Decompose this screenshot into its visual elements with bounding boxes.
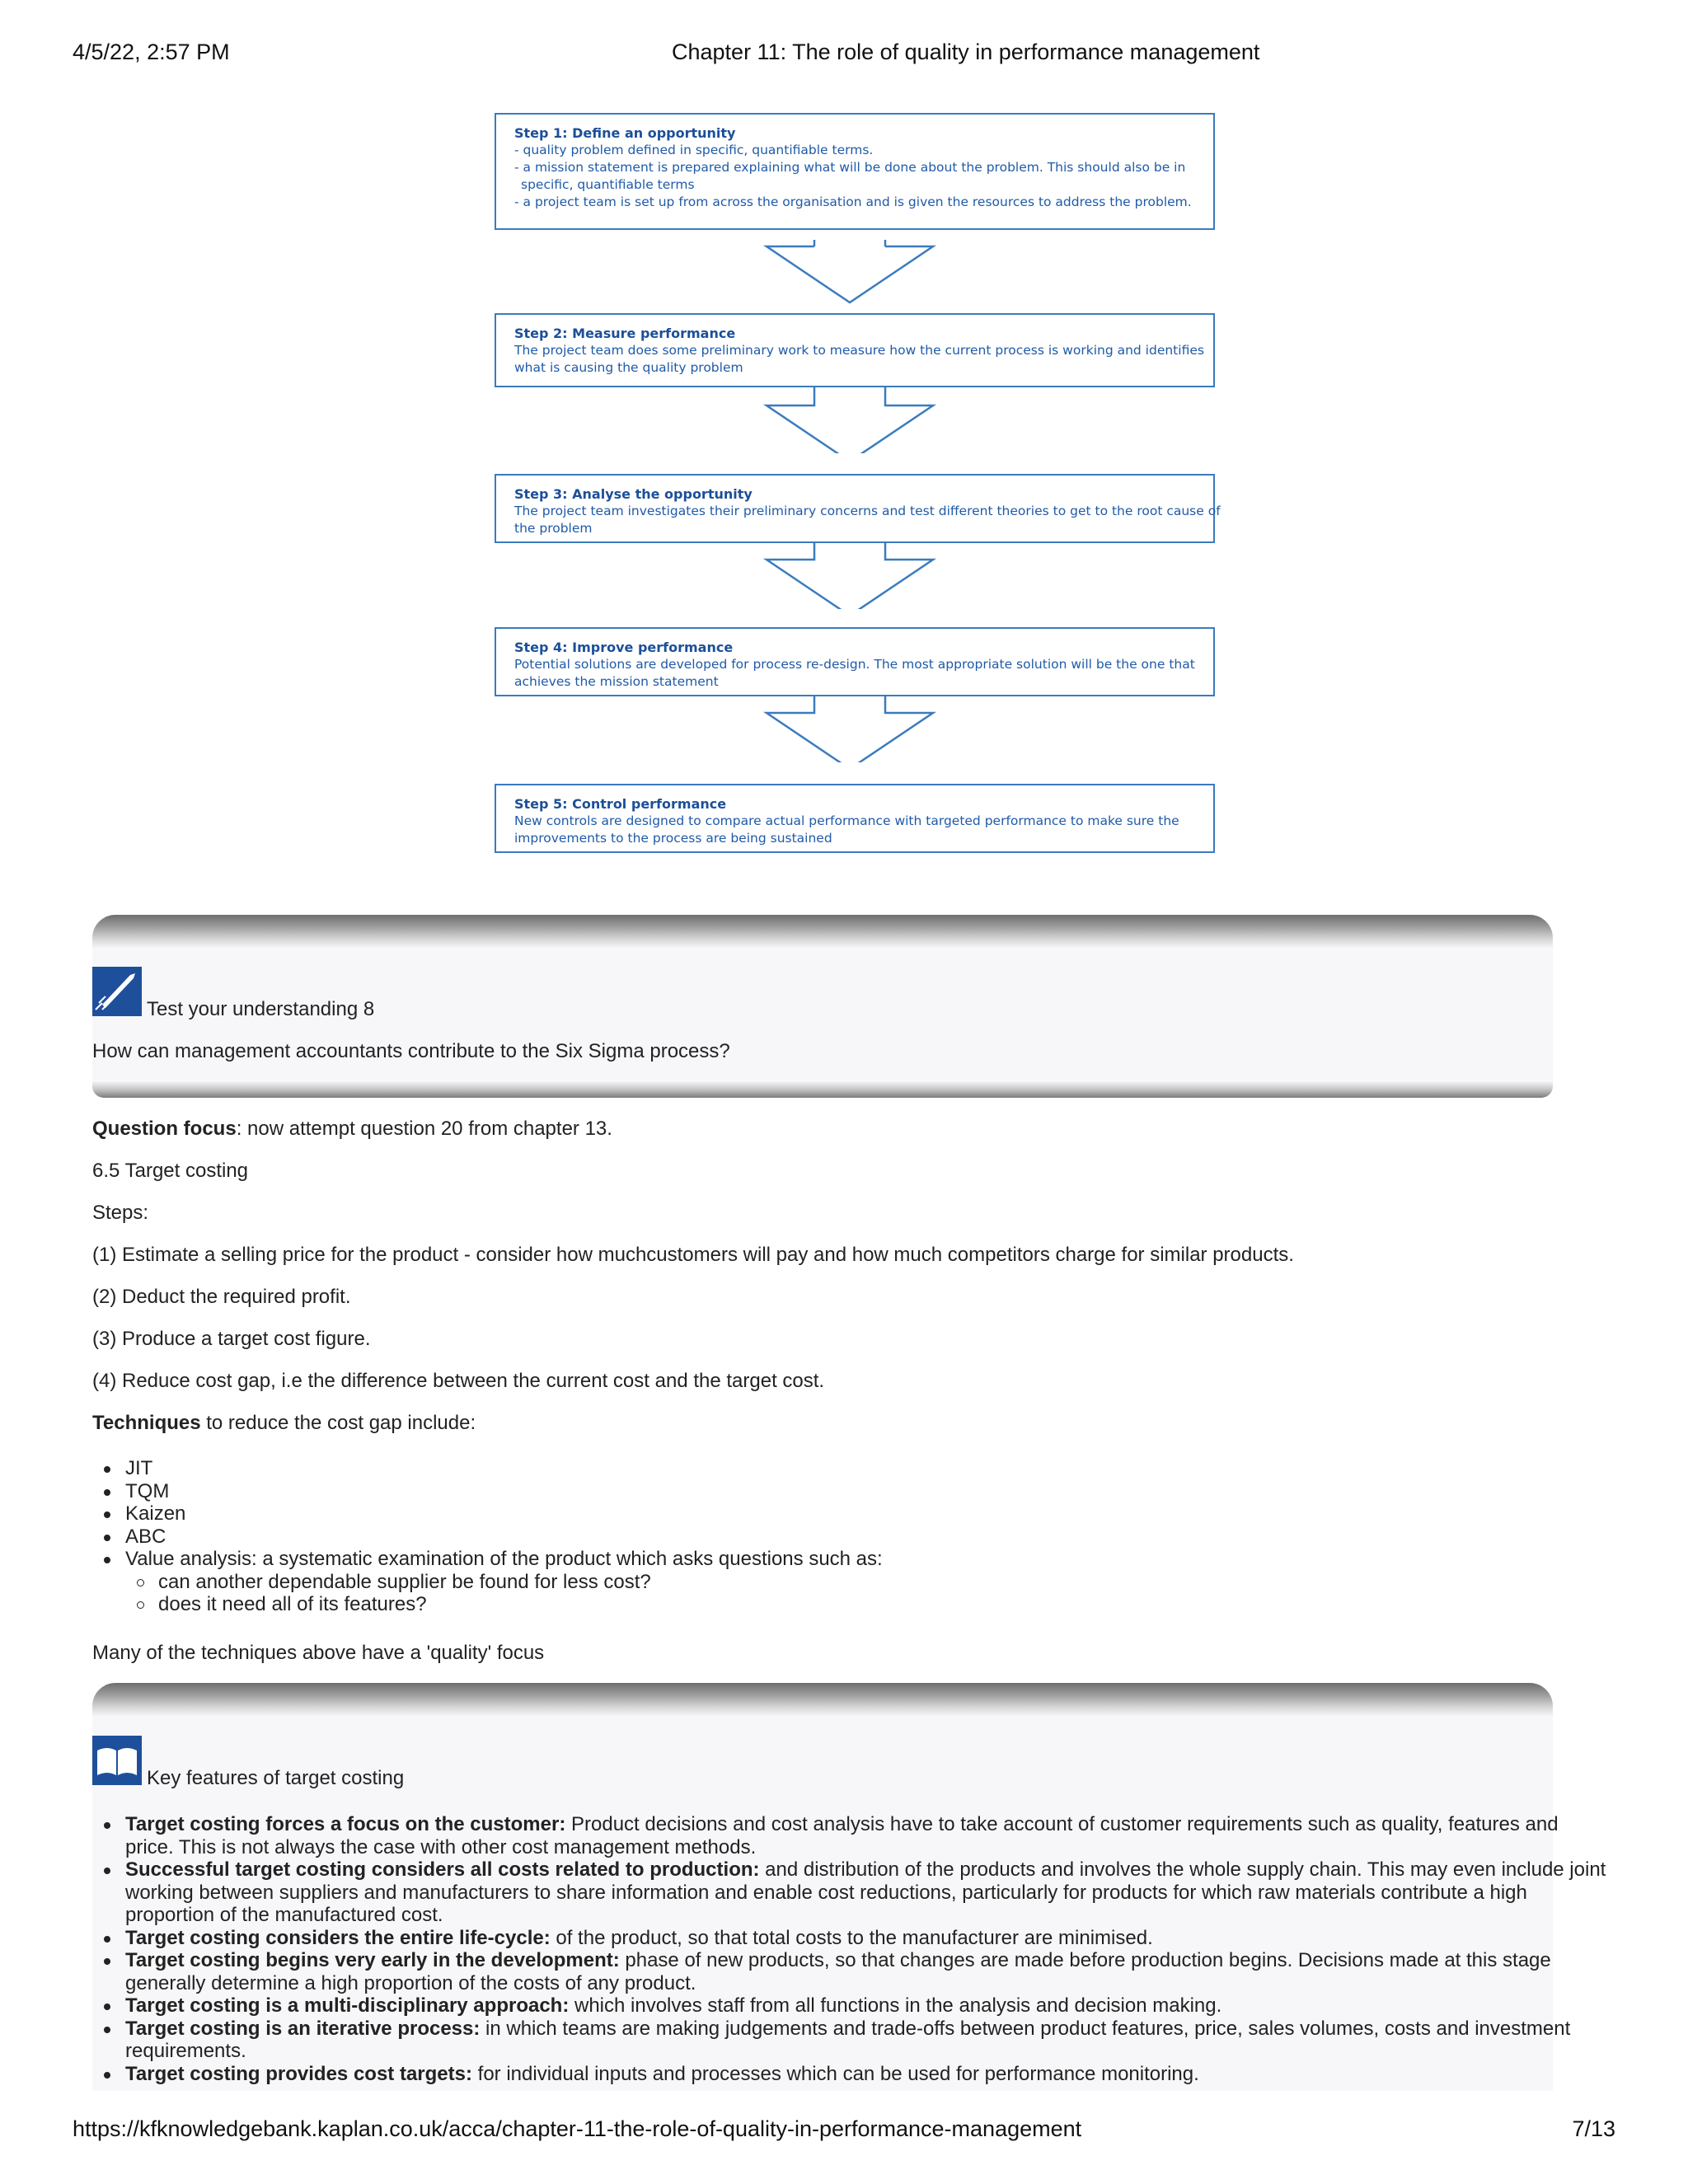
step-text: (4) Reduce cost gap, i.e the difference between the current cost and the target cost. <box>92 1370 825 1392</box>
techniques-text: to reduce the cost gap include: <box>200 1412 476 1434</box>
feature-text: of the product, so that total costs to the manufacturer are minimised. <box>550 1926 1153 1949</box>
list-item: TQM <box>125 1480 883 1503</box>
list-item <box>125 1927 1609 1950</box>
six-sigma-flow-diagram <box>0 0 1688 874</box>
print-datetime: 4/5/22, 2:57 PM <box>73 40 230 64</box>
section-heading: 6.5 Target costing <box>92 1160 249 1182</box>
list-item: Kaizen <box>125 1502 883 1526</box>
step-box-4 <box>495 627 1215 696</box>
list-item <box>125 1858 1609 1927</box>
down-arrow-icon <box>742 696 958 762</box>
step-line: - a project team is set up from across the organisation and is given the resources to address the problem. <box>514 194 1192 209</box>
step-text: (2) Deduct the required profit. <box>92 1286 351 1308</box>
open-book-icon <box>92 1736 142 1785</box>
down-arrow-icon <box>742 240 958 306</box>
step-title: Step 4: Improve performance <box>514 640 734 655</box>
question-focus <box>92 1118 612 1141</box>
step-title: Step 2: Measure performance <box>514 326 736 341</box>
step-line: The project team investigates their preliminary concerns and test different theories to get to the root cause of <box>514 504 1221 518</box>
step-box-5 <box>495 784 1215 853</box>
print-footer <box>73 2116 1615 2149</box>
features-list <box>125 1813 1609 2085</box>
feature-text: and distribution of the products and involves the whole supply chain. This may even include joint working between suppliers and manufacturers to share information and enable cost reductions, particularly for products for which raw materials contribute a high proportion of the manufactured cost. <box>125 1858 1606 1926</box>
test-question: How can management accountants contribute to the Six Sigma process? <box>92 1040 730 1062</box>
feature-text: which involves staff from all functions in the analysis and decision making. <box>569 1994 1222 2017</box>
step-line: what is causing the quality problem <box>514 360 743 375</box>
feature-bold: Target costing is an iterative process: <box>125 2017 481 2040</box>
question-focus-label: Question focus <box>92 1118 237 1140</box>
value-questions-list <box>125 1571 883 1616</box>
list-item <box>125 1813 1609 1858</box>
feature-text: Product decisions and cost analysis have to take account of customer requirements such as quality, features and price. This is not always the case with other cost management methods. <box>125 1813 1559 1858</box>
step-line: New controls are designed to compare actual performance with targeted performance to make sure the <box>514 813 1179 828</box>
question-focus-text: : now attempt question 20 from chapter 13. <box>236 1118 612 1140</box>
feature-bold: Target costing provides cost targets: <box>125 2062 472 2085</box>
list-item: does it need all of its features? <box>158 1593 883 1616</box>
feature-bold: Target costing forces a focus on the customer: <box>125 1813 566 1835</box>
step-line: The project team does some preliminary work to measure how the current process is working and identifies <box>514 343 1204 358</box>
step-box-1 <box>495 113 1215 230</box>
list-item <box>125 2018 1609 2063</box>
list-item <box>125 1994 1609 2018</box>
step-line: the problem <box>514 521 593 536</box>
feature-bold: Target costing begins very early in the development: <box>125 1949 620 1971</box>
step-line: achieves the mission statement <box>514 674 719 689</box>
list-item: ABC <box>125 1526 883 1549</box>
step-text: (3) Produce a target cost figure. <box>92 1328 371 1350</box>
step-line: - quality problem defined in specific, quantifiable terms. <box>514 143 874 157</box>
list-item: JIT <box>125 1457 883 1480</box>
panel-top-bar <box>92 1683 1553 1716</box>
step-title: Step 1: Define an opportunity <box>514 125 736 141</box>
panel-top-bar <box>92 915 1553 948</box>
step-line: specific, quantifiable terms <box>521 177 695 192</box>
feature-text: in which teams are making judgements and trade-offs between product features, price, sales volumes, costs and investment requirements. <box>125 2017 1571 2062</box>
techniques-label: Techniques <box>92 1412 201 1434</box>
page-url[interactable]: https://kfknowledgebank.kaplan.co.uk/acca/chapter-11-the-role-of-quality-in-performance-management <box>73 2116 1082 2141</box>
step-line: - a mission statement is prepared explaining what will be done about the problem. This should also be in <box>514 160 1186 175</box>
step-title: Step 5: Control performance <box>514 796 727 812</box>
feature-bold: Target costing is a multi-disciplinary approach: <box>125 1994 570 2017</box>
rocket-icon <box>92 967 142 1016</box>
features-panel-title: Key features of target costing <box>147 1767 405 1789</box>
value-analysis-text: Value analysis: a systematic examination of the product which asks questions such as: <box>125 1548 883 1570</box>
step-box-2 <box>495 313 1215 387</box>
steps-label: Steps: <box>92 1202 149 1224</box>
panel-bottom-bar <box>92 1080 1553 1098</box>
page-title: Chapter 11: The role of quality in performance management <box>672 40 1260 64</box>
step-line: improvements to the process are being sustained <box>514 831 832 846</box>
list-item <box>125 1949 1609 1994</box>
feature-text: phase of new products, so that changes are made before production begins. Decisions made at this stage generally determine a high proportion of the costs of any product. <box>125 1949 1551 1994</box>
feature-bold: Successful target costing considers all costs related to production: <box>125 1858 760 1881</box>
quality-note: Many of the techniques above have a 'quality' focus <box>92 1642 545 1664</box>
list-item <box>125 2063 1609 2086</box>
step-text: (1) Estimate a selling price for the product - consider how muchcustomers will pay and how much competitors charge for similar products. <box>92 1244 1294 1266</box>
techniques-intro <box>92 1412 476 1435</box>
step-box-3 <box>495 474 1221 543</box>
list-item <box>125 1548 883 1616</box>
list-item: can another dependable supplier be found for less cost? <box>158 1571 883 1594</box>
down-arrow-icon <box>742 387 958 453</box>
feature-bold: Target costing considers the entire life-cycle: <box>125 1926 551 1949</box>
step-line: Potential solutions are developed for process re-design. The most appropriate solution will be the one that <box>514 657 1195 672</box>
down-arrow-icon <box>742 543 958 609</box>
feature-text: for individual inputs and processes which can be used for performance monitoring. <box>471 2062 1199 2085</box>
page-number: 7/13 <box>1572 2116 1615 2141</box>
step-title: Step 3: Analyse the opportunity <box>514 486 753 502</box>
techniques-list <box>125 1457 883 1616</box>
test-panel-title: Test your understanding 8 <box>147 998 375 1020</box>
